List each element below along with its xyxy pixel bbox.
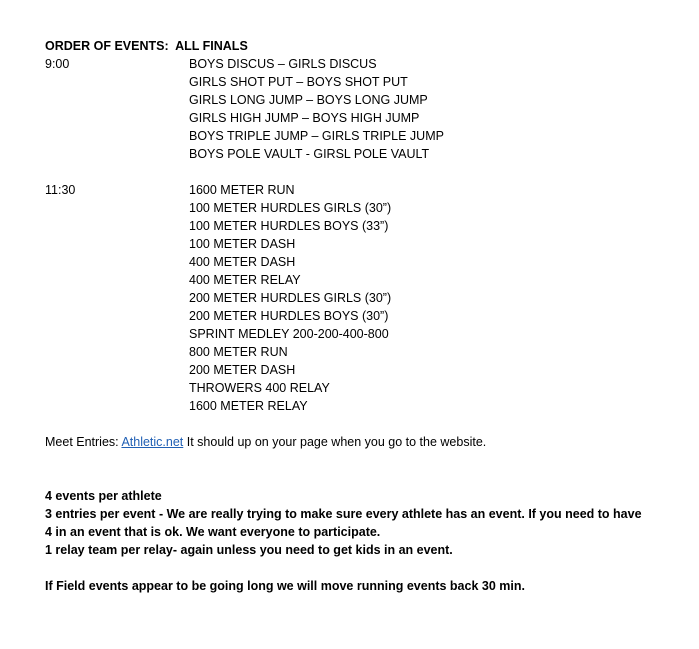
- event-row: [45, 289, 685, 307]
- event-row: [45, 397, 685, 415]
- session-time: 11:30: [45, 183, 76, 197]
- event-item: 100 METER HURDLES GIRLS (30”): [189, 201, 392, 215]
- event-row: [45, 325, 685, 343]
- event-row: [45, 361, 685, 379]
- event-item: 1600 METER RELAY: [189, 399, 308, 413]
- event-item: 400 METER DASH: [189, 255, 296, 269]
- event-item: 200 METER DASH: [189, 363, 296, 377]
- event-item: GIRLS SHOT PUT – BOYS SHOT PUT: [189, 75, 408, 89]
- page-heading: ORDER OF EVENTS: ALL FINALS: [45, 39, 248, 53]
- event-item: BOYS DISCUS – GIRLS DISCUS: [189, 57, 377, 71]
- event-row: [45, 379, 685, 397]
- event-item: GIRLS LONG JUMP – BOYS LONG JUMP: [189, 93, 428, 107]
- event-row: [45, 253, 685, 271]
- document-page: [45, 37, 685, 595]
- event-row: [45, 127, 685, 145]
- entry-rules: [45, 487, 685, 559]
- rule-line: 1 relay team per relay- again unless you need to get kids in an event.: [45, 543, 453, 557]
- session-late-morning: [45, 181, 685, 415]
- event-row: [45, 199, 685, 217]
- event-row: [45, 181, 685, 199]
- event-item: 800 METER RUN: [189, 345, 288, 359]
- event-row: [45, 235, 685, 253]
- event-item: 100 METER HURDLES BOYS (33”): [189, 219, 389, 233]
- event-item: BOYS TRIPLE JUMP – GIRLS TRIPLE JUMP: [189, 129, 444, 143]
- event-item: SPRINT MEDLEY 200-200-400-800: [189, 327, 389, 341]
- rule-line: 4 events per athlete: [45, 489, 162, 503]
- closing-note: If Field events appear to be going long we will move running events back 30 min.: [45, 579, 525, 593]
- meet-entries-note: It should up on your page when you go to the website.: [183, 435, 487, 449]
- event-row: [45, 145, 685, 163]
- rule-line: 4 in an event that is ok. We want everyone to participate.: [45, 525, 381, 539]
- event-row: [45, 109, 685, 127]
- event-item: 100 METER DASH: [189, 237, 296, 251]
- event-row: [45, 217, 685, 235]
- event-row: [45, 73, 685, 91]
- event-item: GIRLS HIGH JUMP – BOYS HIGH JUMP: [189, 111, 420, 125]
- event-item: 200 METER HURDLES GIRLS (30”): [189, 291, 392, 305]
- rule-line: 3 entries per event - We are really trying to make sure every athlete has an event. If you need to have: [45, 507, 642, 521]
- event-row: [45, 307, 685, 325]
- event-row: [45, 55, 685, 73]
- meet-entries-label: Meet Entries:: [45, 435, 122, 449]
- event-item: 400 METER RELAY: [189, 273, 301, 287]
- event-row: [45, 91, 685, 109]
- event-item: BOYS POLE VAULT - GIRSL POLE VAULT: [189, 147, 430, 161]
- event-row: [45, 271, 685, 289]
- meet-entries-line: [45, 433, 685, 451]
- event-item: THROWERS 400 RELAY: [189, 381, 330, 395]
- event-item: 1600 METER RUN: [189, 183, 295, 197]
- session-time: 9:00: [45, 57, 70, 71]
- session-morning: [45, 55, 685, 163]
- event-item: 200 METER HURDLES BOYS (30”): [189, 309, 389, 323]
- event-row: [45, 343, 685, 361]
- athletic-net-link[interactable]: Athletic.net: [121, 435, 184, 449]
